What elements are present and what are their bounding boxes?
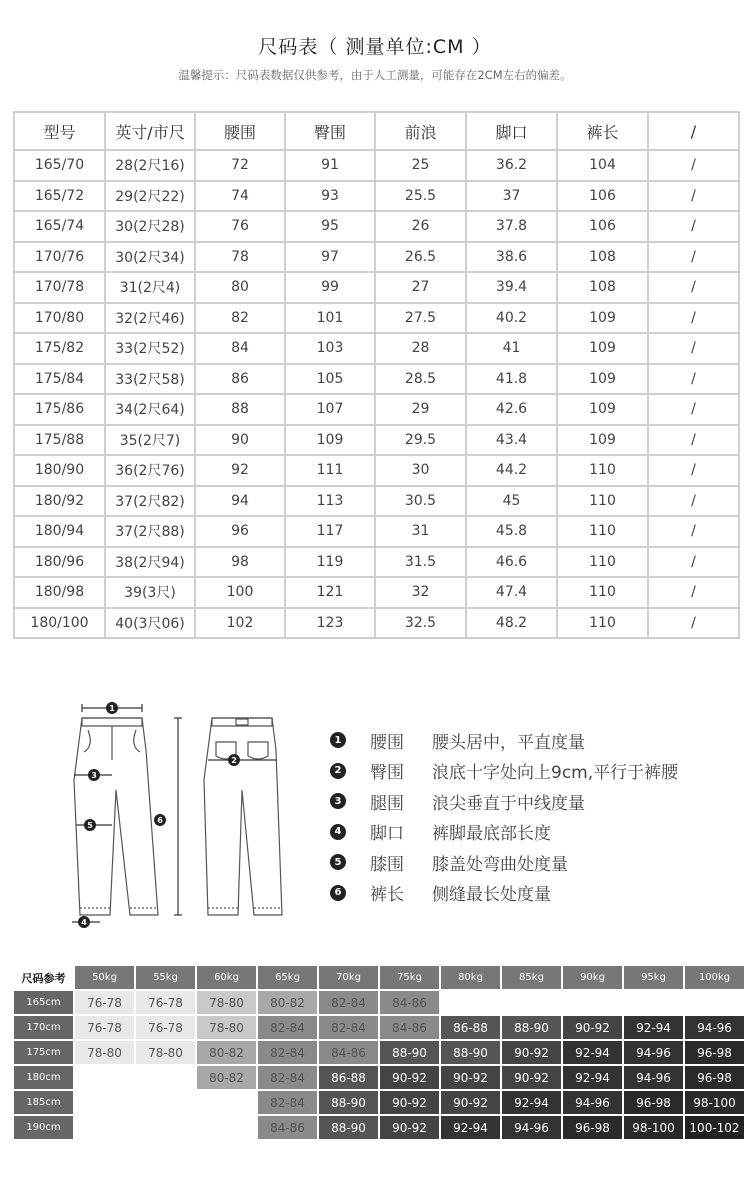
weight-header-cell: 70kg <box>319 966 378 989</box>
reference-cell <box>197 1116 256 1139</box>
reference-header <box>14 966 744 989</box>
table-cell: 29(2尺22) <box>105 181 195 212</box>
reference-corner-label: 尺码参考 <box>14 966 73 989</box>
table-cell: 32(2尺46) <box>105 303 195 334</box>
height-header-cell: 170cm <box>14 1016 73 1039</box>
legend-desc: 浪尖垂直于中线度量 <box>432 793 585 814</box>
legend-item <box>330 756 678 787</box>
table-cell: 30(2尺28) <box>105 211 195 242</box>
reference-cell: 100-102 <box>685 1116 744 1139</box>
table-cell: 45.8 <box>466 516 557 547</box>
reference-cell: 82-84 <box>258 1041 317 1064</box>
reference-cell <box>136 1066 195 1089</box>
table-cell: 109 <box>557 425 648 456</box>
table-cell: 30(2尺34) <box>105 242 195 273</box>
table-cell: 74 <box>195 181 285 212</box>
reference-cell: 96-98 <box>624 1091 683 1114</box>
table-row <box>14 486 739 517</box>
weight-header-cell: 95kg <box>624 966 683 989</box>
table-cell: 113 <box>285 486 375 517</box>
reference-cell: 90-92 <box>380 1066 439 1089</box>
reference-cell: 80-82 <box>197 1066 256 1089</box>
reference-cell: 86-88 <box>319 1066 378 1089</box>
reference-cell: 88-90 <box>502 1016 561 1039</box>
table-cell: 105 <box>285 364 375 395</box>
table-cell: 110 <box>557 486 648 517</box>
reference-cell: 96-98 <box>685 1041 744 1064</box>
table-row <box>14 608 739 639</box>
table-cell: 109 <box>557 333 648 364</box>
table-row <box>14 181 739 212</box>
table-row <box>14 455 739 486</box>
table-cell: 111 <box>285 455 375 486</box>
reference-cell: 94-96 <box>624 1066 683 1089</box>
legend-item <box>330 847 678 878</box>
table-cell: / <box>648 547 739 578</box>
legend-name: 腿围 <box>370 793 404 814</box>
table-cell: 101 <box>285 303 375 334</box>
reference-cell <box>136 1091 195 1114</box>
reference-cell: 88-90 <box>319 1091 378 1114</box>
table-cell: 180/100 <box>14 608 105 639</box>
table-cell: 26.5 <box>375 242 466 273</box>
marker-1-label: 1 <box>109 704 115 713</box>
table-cell: 117 <box>285 516 375 547</box>
legend-item <box>330 725 678 756</box>
table-cell: / <box>648 303 739 334</box>
table-cell: / <box>648 333 739 364</box>
weight-header-cell: 75kg <box>380 966 439 989</box>
table-cell: 94 <box>195 486 285 517</box>
table-row <box>14 425 739 456</box>
size-table <box>13 111 740 639</box>
marker-2-label: 2 <box>231 756 237 765</box>
table-cell: 80 <box>195 272 285 303</box>
table-row <box>14 303 739 334</box>
table-cell: 96 <box>195 516 285 547</box>
reference-cell: 90-92 <box>502 1066 561 1089</box>
table-cell: 99 <box>285 272 375 303</box>
reference-cell <box>75 1066 134 1089</box>
marker-6-label: 6 <box>157 816 163 825</box>
pants-diagram <box>60 690 300 930</box>
table-cell: 31.5 <box>375 547 466 578</box>
reference-cell: 76-78 <box>75 991 134 1014</box>
reference-cell: 92-94 <box>563 1041 622 1064</box>
table-row <box>14 211 739 242</box>
table-cell: 41 <box>466 333 557 364</box>
legend-desc: 浪底十字处向上9cm,平行于裤腰 <box>432 763 679 784</box>
reference-row <box>14 1066 744 1089</box>
reference-cell: 84-86 <box>258 1116 317 1139</box>
table-cell: 31(2尺4) <box>105 272 195 303</box>
table-cell: 47.4 <box>466 577 557 608</box>
table-cell: 38(2尺94) <box>105 547 195 578</box>
table-cell: 165/72 <box>14 181 105 212</box>
size-header-cell: 型号 <box>14 112 105 150</box>
diagram-markers <box>78 702 240 928</box>
legend-desc: 侧缝最长处度量 <box>432 885 551 906</box>
table-cell: 170/76 <box>14 242 105 273</box>
legend-desc: 腰头居中，平直度量 <box>432 732 585 753</box>
table-cell: 165/74 <box>14 211 105 242</box>
table-cell: / <box>648 486 739 517</box>
table-cell: 37.8 <box>466 211 557 242</box>
table-cell: 108 <box>557 242 648 273</box>
table-cell: 27 <box>375 272 466 303</box>
reference-cell <box>197 1091 256 1114</box>
reference-cell: 82-84 <box>319 1016 378 1039</box>
table-cell: 98 <box>195 547 285 578</box>
table-cell: / <box>648 242 739 273</box>
legend-name: 臀围 <box>370 763 404 784</box>
reference-cell: 90-92 <box>502 1041 561 1064</box>
legend-number-icon: 3 <box>330 793 346 809</box>
table-cell: 103 <box>285 333 375 364</box>
table-cell: / <box>648 272 739 303</box>
reference-cell: 94-96 <box>563 1091 622 1114</box>
reference-cell: 96-98 <box>685 1066 744 1089</box>
table-row <box>14 577 739 608</box>
table-cell: 180/96 <box>14 547 105 578</box>
table-cell: 165/70 <box>14 150 105 181</box>
table-row <box>14 242 739 273</box>
size-header-cell: 腰围 <box>195 112 285 150</box>
table-cell: 109 <box>557 394 648 425</box>
reference-cell: 90-92 <box>380 1116 439 1139</box>
table-cell: 37 <box>466 181 557 212</box>
reference-cell: 82-84 <box>258 1066 317 1089</box>
reference-row <box>14 1041 744 1064</box>
table-cell: 104 <box>557 150 648 181</box>
table-cell: 25 <box>375 150 466 181</box>
table-cell: 36.2 <box>466 150 557 181</box>
table-cell: 29.5 <box>375 425 466 456</box>
table-cell: / <box>648 455 739 486</box>
table-cell: 32.5 <box>375 608 466 639</box>
reference-cell: 92-94 <box>624 1016 683 1039</box>
table-cell: 180/94 <box>14 516 105 547</box>
marker-4-label: 4 <box>81 918 87 927</box>
reference-cell: 98-100 <box>624 1116 683 1139</box>
table-cell: 90 <box>195 425 285 456</box>
table-cell: 43.4 <box>466 425 557 456</box>
reference-cell: 90-92 <box>441 1066 500 1089</box>
reference-cell: 78-80 <box>136 1041 195 1064</box>
reference-cell: 82-84 <box>258 1091 317 1114</box>
table-cell: 110 <box>557 608 648 639</box>
reference-row <box>14 991 744 1014</box>
table-cell: 39.4 <box>466 272 557 303</box>
table-cell: 93 <box>285 181 375 212</box>
marker-3-label: 3 <box>91 771 97 780</box>
table-cell: 35(2尺7) <box>105 425 195 456</box>
reference-cell: 94-96 <box>685 1016 744 1039</box>
table-cell: / <box>648 577 739 608</box>
reference-cell: 94-96 <box>502 1116 561 1139</box>
legend-item <box>330 786 678 817</box>
table-cell: 88 <box>195 394 285 425</box>
height-header-cell: 175cm <box>14 1041 73 1064</box>
table-cell: / <box>648 211 739 242</box>
table-cell: 82 <box>195 303 285 334</box>
reference-cell: 78-80 <box>197 991 256 1014</box>
table-cell: 100 <box>195 577 285 608</box>
reference-cell: 94-96 <box>624 1041 683 1064</box>
height-header-cell: 165cm <box>14 991 73 1014</box>
marker-5-label: 5 <box>87 821 93 830</box>
legend-name: 裤长 <box>370 885 404 906</box>
table-cell: 180/92 <box>14 486 105 517</box>
legend-number-icon: 1 <box>330 732 346 748</box>
legend-desc: 膝盖处弯曲处度量 <box>432 854 568 875</box>
table-cell: / <box>648 516 739 547</box>
table-cell: 38.6 <box>466 242 557 273</box>
reference-cell: 90-92 <box>380 1091 439 1114</box>
table-row <box>14 394 739 425</box>
table-cell: 86 <box>195 364 285 395</box>
table-cell: 180/90 <box>14 455 105 486</box>
size-header-cell: 前浪 <box>375 112 466 150</box>
table-cell: 42.6 <box>466 394 557 425</box>
table-row <box>14 364 739 395</box>
reference-cell <box>75 1116 134 1139</box>
table-cell: 110 <box>557 577 648 608</box>
reference-cell: 84-86 <box>380 1016 439 1039</box>
table-cell: 170/78 <box>14 272 105 303</box>
reference-row <box>14 1016 744 1039</box>
reference-cell <box>136 1116 195 1139</box>
table-cell: 175/82 <box>14 333 105 364</box>
table-cell: 30 <box>375 455 466 486</box>
table-cell: 119 <box>285 547 375 578</box>
table-cell: 28(2尺16) <box>105 150 195 181</box>
reference-cell: 76-78 <box>75 1016 134 1039</box>
table-cell: 91 <box>285 150 375 181</box>
legend-number-icon: 5 <box>330 854 346 870</box>
size-header-cell: / <box>648 112 739 150</box>
page-subtitle: 温馨提示：尺码表数据仅供参考，由于人工测量，可能存在2CM左右的偏差。 <box>178 68 572 82</box>
size-header-cell: 臀围 <box>285 112 375 150</box>
reference-cell: 80-82 <box>258 991 317 1014</box>
table-cell: 175/86 <box>14 394 105 425</box>
table-cell: 30.5 <box>375 486 466 517</box>
table-cell: 102 <box>195 608 285 639</box>
table-cell: 40(3尺06) <box>105 608 195 639</box>
legend-name: 脚口 <box>370 824 404 845</box>
legend-desc: 裤脚最底部长度 <box>432 824 551 845</box>
table-cell: 26 <box>375 211 466 242</box>
reference-cell: 88-90 <box>441 1041 500 1064</box>
table-cell: 27.5 <box>375 303 466 334</box>
legend-number-icon: 6 <box>330 885 346 901</box>
reference-row <box>14 1091 744 1114</box>
table-cell: 45 <box>466 486 557 517</box>
table-cell: 41.8 <box>466 364 557 395</box>
table-cell: 123 <box>285 608 375 639</box>
reference-cell: 86-88 <box>441 1016 500 1039</box>
table-row <box>14 516 739 547</box>
table-cell: 40.2 <box>466 303 557 334</box>
table-cell: 33(2尺58) <box>105 364 195 395</box>
table-cell: 31 <box>375 516 466 547</box>
table-cell: 84 <box>195 333 285 364</box>
table-cell: 106 <box>557 211 648 242</box>
reference-cell: 98-100 <box>685 1091 744 1114</box>
table-cell: 39(3尺) <box>105 577 195 608</box>
measurement-legend <box>330 725 678 908</box>
reference-row <box>14 1116 744 1139</box>
table-cell: 48.2 <box>466 608 557 639</box>
table-cell: / <box>648 181 739 212</box>
reference-cell: 80-82 <box>197 1041 256 1064</box>
table-cell: 180/98 <box>14 577 105 608</box>
table-cell: 92 <box>195 455 285 486</box>
table-cell: 109 <box>285 425 375 456</box>
reference-cell: 90-92 <box>563 1016 622 1039</box>
table-row <box>14 272 739 303</box>
reference-cell: 78-80 <box>75 1041 134 1064</box>
reference-cell: 88-90 <box>319 1116 378 1139</box>
table-cell: 109 <box>557 303 648 334</box>
weight-header-cell: 90kg <box>563 966 622 989</box>
legend-name: 腰围 <box>370 732 404 753</box>
size-header-cell: 英寸/市尺 <box>105 112 195 150</box>
table-cell: 28.5 <box>375 364 466 395</box>
weight-header-cell: 85kg <box>502 966 561 989</box>
table-cell: 106 <box>557 181 648 212</box>
table-cell: 175/88 <box>14 425 105 456</box>
table-row <box>14 150 739 181</box>
table-cell: / <box>648 364 739 395</box>
legend-name: 膝围 <box>370 854 404 875</box>
reference-cell <box>685 991 744 1014</box>
size-table-header <box>14 112 739 150</box>
reference-cell: 92-94 <box>441 1116 500 1139</box>
weight-header-cell: 80kg <box>441 966 500 989</box>
table-cell: 72 <box>195 150 285 181</box>
table-cell: / <box>648 608 739 639</box>
table-cell: 110 <box>557 516 648 547</box>
weight-header-cell: 50kg <box>75 966 134 989</box>
table-cell: 109 <box>557 364 648 395</box>
table-cell: / <box>648 425 739 456</box>
weight-header-cell: 65kg <box>258 966 317 989</box>
page-title: 尺码表（ 测量单位:CM ） <box>258 36 492 58</box>
table-cell: 110 <box>557 455 648 486</box>
reference-cell: 82-84 <box>258 1016 317 1039</box>
legend-item <box>330 817 678 848</box>
reference-cell: 82-84 <box>319 991 378 1014</box>
height-header-cell: 190cm <box>14 1116 73 1139</box>
reference-cell <box>441 991 500 1014</box>
table-row <box>14 333 739 364</box>
table-cell: 36(2尺76) <box>105 455 195 486</box>
height-header-cell: 180cm <box>14 1066 73 1089</box>
table-cell: 25.5 <box>375 181 466 212</box>
reference-cell <box>624 991 683 1014</box>
table-cell: 78 <box>195 242 285 273</box>
table-cell: 29 <box>375 394 466 425</box>
reference-cell: 78-80 <box>197 1016 256 1039</box>
table-cell: 107 <box>285 394 375 425</box>
table-cell: 76 <box>195 211 285 242</box>
height-header-cell: 185cm <box>14 1091 73 1114</box>
weight-header-cell: 100kg <box>685 966 744 989</box>
reference-cell: 90-92 <box>441 1091 500 1114</box>
table-cell: 95 <box>285 211 375 242</box>
legend-item <box>330 878 678 909</box>
size-reference-grid <box>12 964 746 1141</box>
table-cell: 175/84 <box>14 364 105 395</box>
weight-header-cell: 55kg <box>136 966 195 989</box>
table-cell: 97 <box>285 242 375 273</box>
table-cell: 34(2尺64) <box>105 394 195 425</box>
table-cell: 108 <box>557 272 648 303</box>
reference-cell: 76-78 <box>136 1016 195 1039</box>
reference-cell: 92-94 <box>563 1066 622 1089</box>
weight-header-cell: 60kg <box>197 966 256 989</box>
reference-cell <box>75 1091 134 1114</box>
legend-number-icon: 4 <box>330 824 346 840</box>
table-cell: 32 <box>375 577 466 608</box>
reference-cell <box>502 991 561 1014</box>
reference-cell: 96-98 <box>563 1116 622 1139</box>
table-cell: 28 <box>375 333 466 364</box>
table-cell: 37(2尺88) <box>105 516 195 547</box>
table-row <box>14 547 739 578</box>
reference-cell: 92-94 <box>502 1091 561 1114</box>
table-cell: 37(2尺82) <box>105 486 195 517</box>
table-cell: / <box>648 150 739 181</box>
table-cell: 44.2 <box>466 455 557 486</box>
table-cell: / <box>648 394 739 425</box>
size-header-cell: 脚口 <box>466 112 557 150</box>
table-cell: 110 <box>557 547 648 578</box>
reference-cell <box>563 991 622 1014</box>
reference-cell: 84-86 <box>319 1041 378 1064</box>
size-header-cell: 裤长 <box>557 112 648 150</box>
table-cell: 46.6 <box>466 547 557 578</box>
legend-number-icon: 2 <box>330 763 346 779</box>
table-cell: 33(2尺52) <box>105 333 195 364</box>
reference-cell: 88-90 <box>380 1041 439 1064</box>
table-cell: 170/80 <box>14 303 105 334</box>
reference-cell: 84-86 <box>380 991 439 1014</box>
table-cell: 121 <box>285 577 375 608</box>
reference-cell: 76-78 <box>136 991 195 1014</box>
